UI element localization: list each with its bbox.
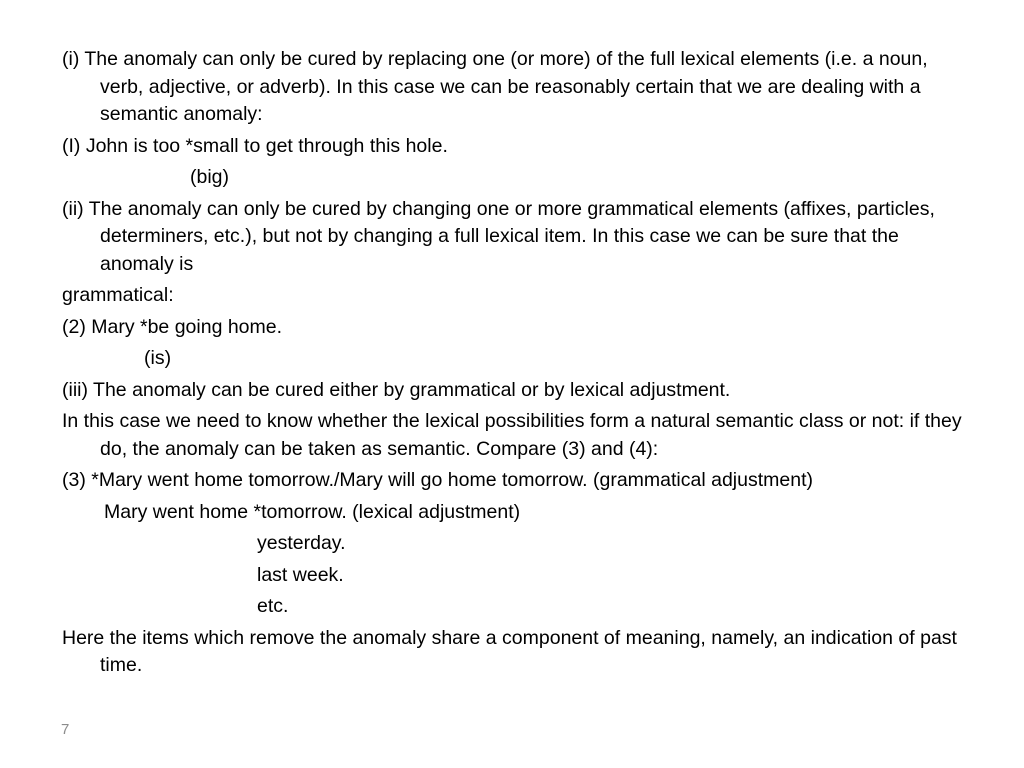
example-3-alt-last-week: last week.	[257, 563, 344, 586]
example-1-correction: (big)	[190, 166, 230, 188]
paragraph-iii: (iii) The anomaly can be cured either by grammatical or by lexical adjustment.	[62, 378, 731, 401]
example-3-alt-yesterday: yesterday.	[257, 532, 346, 554]
example-2-correction: (is)	[144, 347, 172, 369]
paragraph-iii-explanation: In this case we need to know whether the lexical possibilities form a natural semantic class or not: if they do, the anomaly can be taken as semantic. Compare (3) and (4):	[62, 410, 962, 460]
paragraph-ii: (ii) The anomaly can only be cured by changing one or more grammatical elements (affixes, particles, determiners, etc.), but not by changing a full lexical item. In this case we can be sure that the anomaly is	[62, 197, 935, 275]
slide-body	[62, 46, 967, 684]
example-3: (3) *Mary went home tomorrow./Mary will go home tomorrow. (grammatical adjustment)	[62, 469, 813, 491]
example-1: (I) John is too *small to get through this hole.	[62, 134, 448, 157]
paragraph-ii-continuation: grammatical:	[62, 284, 174, 306]
paragraph-conclusion: Here the items which remove the anomaly share a component of meaning, namely, an indication of past time.	[62, 626, 957, 676]
example-3-lexical: Mary went home *tomorrow. (lexical adjustment)	[104, 500, 521, 523]
page-number: 7	[61, 721, 70, 738]
paragraph-i: (i) The anomaly can only be cured by replacing one (or more) of the full lexical elements (i.e. a noun, verb, adjective, or adverb). In this case we can be reasonably certain that we are dealing with a semantic anomaly:	[62, 48, 928, 125]
example-3-alt-etc: etc.	[257, 595, 289, 617]
example-2: (2) Mary *be going home.	[62, 315, 283, 338]
